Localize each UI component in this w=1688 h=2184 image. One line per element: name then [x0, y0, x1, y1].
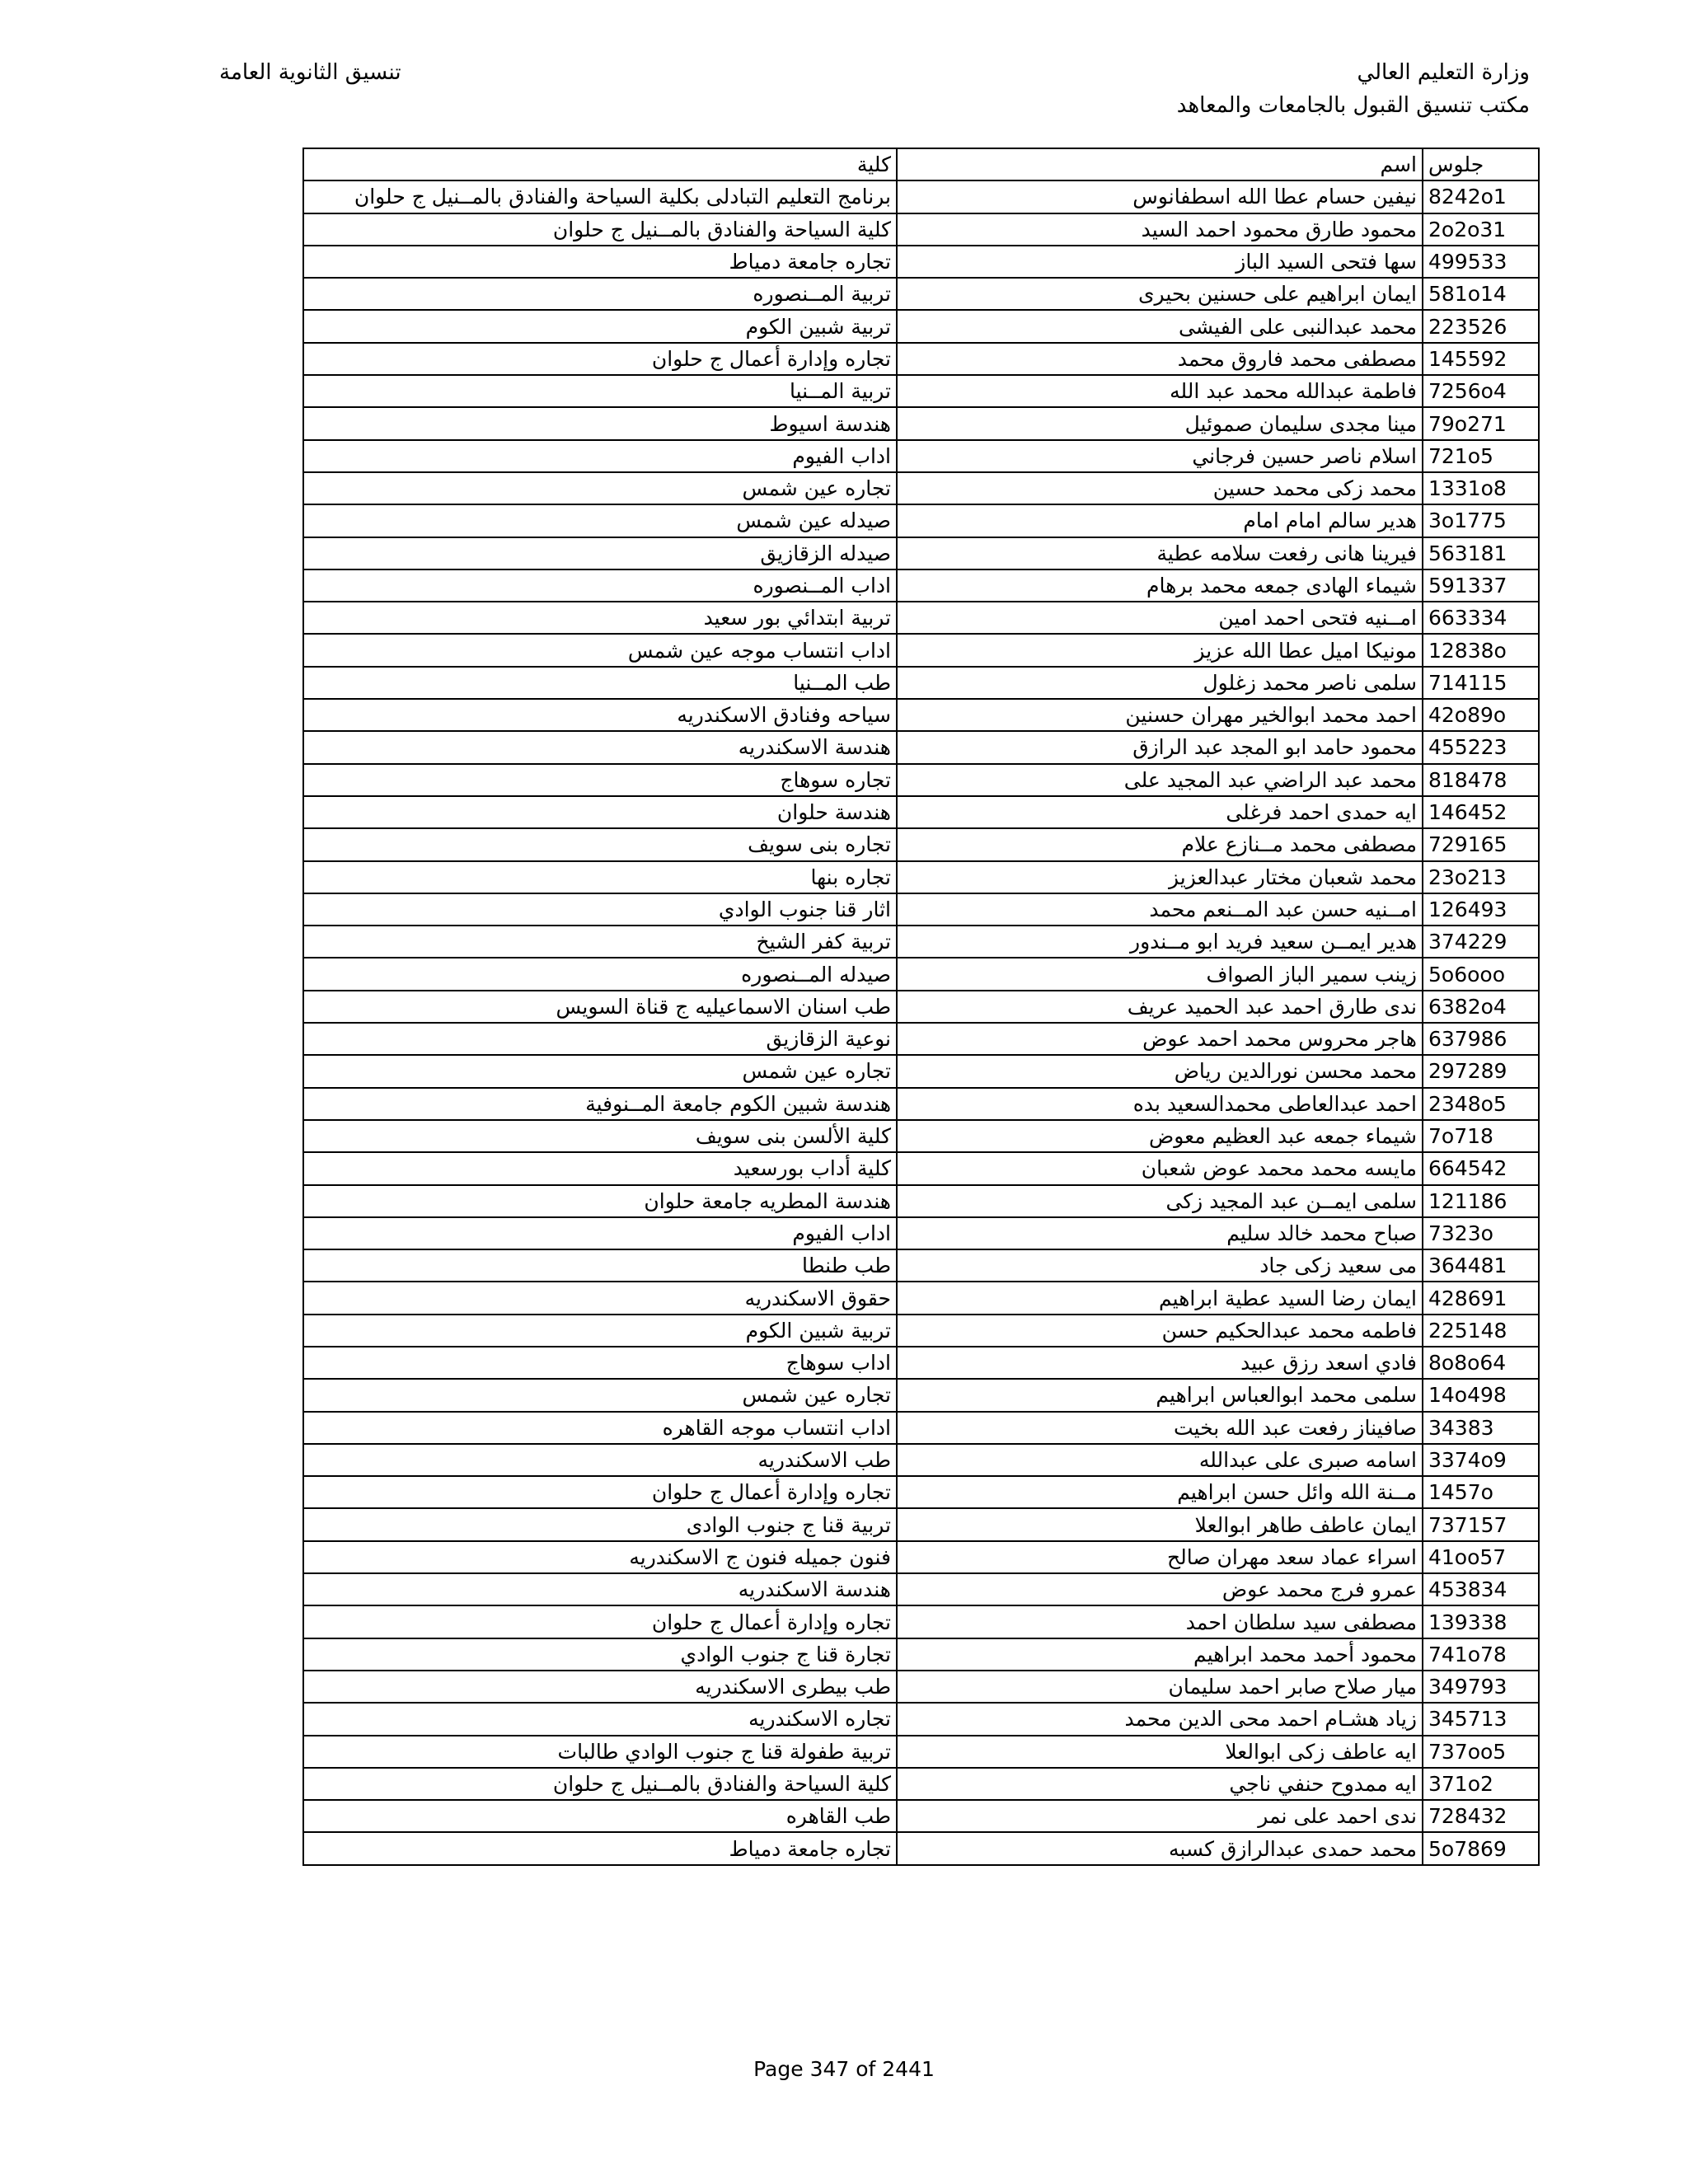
faculty-cell: تربية كفر الشيخ [303, 926, 897, 958]
name-cell: احمد عبدالعاطى محمدالسعيد بده [897, 1088, 1423, 1120]
faculty-cell: تجاره وإدارة أعمال ج حلوان [303, 1605, 897, 1638]
name-cell: مصطفى محمد فاروق محمد [897, 343, 1423, 375]
table-row [303, 504, 1539, 537]
faculty-cell: اداب انتساب موجه القاهره [303, 1412, 897, 1444]
faculty-cell: تجاره عين شمس [303, 1055, 897, 1087]
faculty-cell: تربية المــنيا [303, 375, 897, 407]
faculty-cell: فنون جميله فنون ج الاسكندريه [303, 1541, 897, 1573]
table-row [303, 634, 1539, 666]
seat-cell: 7256o4 [1423, 375, 1539, 407]
name-cell: فاطمه محمد عبدالحكيم حسن [897, 1315, 1423, 1347]
seat-cell: 297289 [1423, 1055, 1539, 1087]
seat-cell: 637986 [1423, 1023, 1539, 1055]
table-row [303, 699, 1539, 731]
name-cell: محمد عبد الراضي عبد المجيد على [897, 764, 1423, 796]
seat-cell: 6382o4 [1423, 991, 1539, 1023]
faculty-cell: سياحه وفنادق الاسكندريه [303, 699, 897, 731]
faculty-cell: كلية السياحة والفنادق بالمــنيل ج حلوان [303, 1768, 897, 1800]
name-cell: صافيناز رفعت عبد الله بخيت [897, 1412, 1423, 1444]
name-cell: صباح محمد خالد سليم [897, 1217, 1423, 1249]
name-cell: ايمان رضا السيد عطية ابراهيم [897, 1282, 1423, 1314]
seat-cell: 2o2o31 [1423, 213, 1539, 246]
name-cell: امــنيه فتحى احمد امين [897, 602, 1423, 634]
name-cell: مونيكا اميل عطا الله عزيز [897, 634, 1423, 666]
seat-cell: 42o89o [1423, 699, 1539, 731]
table-row [303, 472, 1539, 504]
name-cell: فاطمة عبدالله محمد عبد الله [897, 375, 1423, 407]
faculty-cell: اداب سوهاج [303, 1347, 897, 1379]
seat-cell: 729165 [1423, 828, 1539, 860]
name-cell: هاجر محروس محمد احمد عوض [897, 1023, 1423, 1055]
faculty-cell: تربية شبين الكوم [303, 310, 897, 342]
table-row [303, 731, 1539, 763]
seat-cell: 371o2 [1423, 1768, 1539, 1800]
seat-cell: 818478 [1423, 764, 1539, 796]
seat-cell: 225148 [1423, 1315, 1539, 1347]
name-cell: سلمى ايمــن عبد المجيد زكى [897, 1185, 1423, 1217]
table-row [303, 213, 1539, 246]
table-row [303, 1185, 1539, 1217]
faculty-cell: هندسة المطريه جامعة حلوان [303, 1185, 897, 1217]
faculty-cell: تربية المــنصوره [303, 278, 897, 310]
faculty-cell: تربية طفولة قنا ج جنوب الوادي طالبات [303, 1736, 897, 1768]
seat-cell: 12838o [1423, 634, 1539, 666]
table-row [303, 1638, 1539, 1671]
name-cell: هدير سالم امام امام [897, 504, 1423, 537]
table-row [303, 180, 1539, 213]
seat-cell: 1457o [1423, 1476, 1539, 1508]
table-row [303, 1152, 1539, 1184]
faculty-cell: اثار قنا جنوب الوادي [303, 893, 897, 926]
table-row [303, 310, 1539, 342]
name-cell: اسلام ناصر حسين فرجاني [897, 440, 1423, 472]
name-cell: زياد هشـام احمد محى الدين محمد [897, 1703, 1423, 1735]
table-row [303, 1605, 1539, 1638]
name-cell: احمد محمد ابوالخير مهران حسنين [897, 699, 1423, 731]
name-cell: شيماء جمعه عبد العظيم معوض [897, 1120, 1423, 1152]
table-row [303, 991, 1539, 1023]
seat-cell: 453834 [1423, 1573, 1539, 1605]
faculty-cell: نوعية الزقازيق [303, 1023, 897, 1055]
seat-cell: 3374o9 [1423, 1444, 1539, 1476]
faculty-cell: كلية أداب بورسعيد [303, 1152, 897, 1184]
name-cell: محمد محسن نورالدين رياض [897, 1055, 1423, 1087]
name-cell: فيرينا هانى رفعت سلامه عطية [897, 537, 1423, 569]
table-row [303, 861, 1539, 893]
seat-cell: 126493 [1423, 893, 1539, 926]
faculty-cell: طب طنطا [303, 1249, 897, 1282]
faculty-cell: تجاره عين شمس [303, 1379, 897, 1411]
faculty-cell: تجاره عين شمس [303, 472, 897, 504]
name-cell: ايه ممدوح حنفي ناجي [897, 1768, 1423, 1800]
table-row [303, 667, 1539, 699]
table-row [303, 278, 1539, 310]
table-row [303, 1282, 1539, 1314]
name-cell: اسامه صبرى على عبدالله [897, 1444, 1423, 1476]
name-cell: محمد زكى محمد حسين [897, 472, 1423, 504]
seat-cell: 349793 [1423, 1671, 1539, 1703]
name-cell: شيماء الهادى جمعه محمد برهام [897, 569, 1423, 602]
name-cell: محمود طارق محمود احمد السيد [897, 213, 1423, 246]
faculty-cell: اداب المــنصوره [303, 569, 897, 602]
faculty-cell: هندسة شبين الكوم جامعة المــنوفية [303, 1088, 897, 1120]
column-header-name: اسم [897, 148, 1423, 180]
faculty-cell: تجارة قنا ج جنوب الوادي [303, 1638, 897, 1671]
faculty-cell: تجاره جامعة دمياط [303, 1832, 897, 1864]
table-row [303, 958, 1539, 990]
table-row [303, 1671, 1539, 1703]
seat-cell: 714115 [1423, 667, 1539, 699]
faculty-cell: تجاره سوهاج [303, 764, 897, 796]
faculty-cell: اداب انتساب موجه عين شمس [303, 634, 897, 666]
seat-cell: 364481 [1423, 1249, 1539, 1282]
table-row [303, 1120, 1539, 1152]
seat-cell: 591337 [1423, 569, 1539, 602]
seat-cell: 663334 [1423, 602, 1539, 634]
name-cell: سها فتحى السيد الباز [897, 246, 1423, 278]
table-row [303, 1508, 1539, 1540]
table-row [303, 537, 1539, 569]
table-row [303, 1703, 1539, 1735]
office-title: مكتب تنسيق القبول بالجامعات والمعاهد [1176, 93, 1530, 118]
faculty-cell: تربية قنا ج جنوب الوادى [303, 1508, 897, 1540]
table-row [303, 1541, 1539, 1573]
faculty-cell: طب بيطرى الاسكندريه [303, 1671, 897, 1703]
name-cell: محمد عبدالنبى على الفيشى [897, 310, 1423, 342]
seat-cell: 146452 [1423, 796, 1539, 828]
seat-cell: 139338 [1423, 1605, 1539, 1638]
table-row [303, 1055, 1539, 1087]
faculty-cell: تجاره بنها [303, 861, 897, 893]
name-cell: ايمان عاطف طاهر ابوالعلا [897, 1508, 1423, 1540]
name-cell: عمرو فرج محمد عوض [897, 1573, 1423, 1605]
table-header-row [303, 148, 1539, 180]
name-cell: محمود حامد ابو المجد عبد الرازق [897, 731, 1423, 763]
seat-cell: 563181 [1423, 537, 1539, 569]
name-cell: ايمان ابراهيم على حسنين بحيرى [897, 278, 1423, 310]
faculty-cell: تجاره بنى سويف [303, 828, 897, 860]
faculty-cell: هندسة حلوان [303, 796, 897, 828]
ministry-title: وزارة التعليم العالي [1357, 60, 1530, 85]
table-row [303, 246, 1539, 278]
table-row [303, 407, 1539, 439]
faculty-cell: صيدله المــنصوره [303, 958, 897, 990]
name-cell: نيفين حسام عطا الله اسطفانوس [897, 180, 1423, 213]
faculty-cell: تربية ابتدائي بور سعيد [303, 602, 897, 634]
seat-cell: 14o498 [1423, 1379, 1539, 1411]
table-row [303, 1736, 1539, 1768]
name-cell: فادي اسعد رزق عبيد [897, 1347, 1423, 1379]
faculty-cell: طب الاسكندريه [303, 1444, 897, 1476]
name-cell: محمد شعبان مختار عبدالعزيز [897, 861, 1423, 893]
table-row [303, 440, 1539, 472]
seat-cell: 428691 [1423, 1282, 1539, 1314]
seat-cell: 728432 [1423, 1800, 1539, 1832]
seat-cell: 664542 [1423, 1152, 1539, 1184]
name-cell: سلمى محمد ابوالعباس ابراهيم [897, 1379, 1423, 1411]
seat-cell: 8242o1 [1423, 180, 1539, 213]
seat-cell: 2348o5 [1423, 1088, 1539, 1120]
faculty-cell: كلية السياحة والفنادق بالمــنيل ج حلوان [303, 213, 897, 246]
table-row [303, 1347, 1539, 1379]
table-row [303, 1379, 1539, 1411]
faculty-cell: تجاره جامعة دمياط [303, 246, 897, 278]
name-cell: مــنة الله وائل حسن ابراهيم [897, 1476, 1423, 1508]
seat-cell: 737157 [1423, 1508, 1539, 1540]
name-cell: زينب سمير الباز الصواف [897, 958, 1423, 990]
faculty-cell: تربية شبين الكوم [303, 1315, 897, 1347]
table-row [303, 1768, 1539, 1800]
faculty-cell: اداب الفيوم [303, 1217, 897, 1249]
name-cell: امــنيه حسن عبد المــنعم محمد [897, 893, 1423, 926]
name-cell: مايسه محمد محمد عوض شعبان [897, 1152, 1423, 1184]
faculty-cell: برنامج التعليم التبادلى بكلية السياحة والفنادق بالمــنيل ج حلوان [303, 180, 897, 213]
faculty-cell: حقوق الاسكندريه [303, 1282, 897, 1314]
table-row [303, 1249, 1539, 1282]
seat-cell: 5o7869 [1423, 1832, 1539, 1864]
faculty-cell: طب القاهره [303, 1800, 897, 1832]
seat-cell: 3o1775 [1423, 504, 1539, 537]
table-row [303, 1315, 1539, 1347]
page-number: Page 347 of 2441 [753, 2057, 935, 2081]
table-row [303, 1444, 1539, 1476]
faculty-cell: طب المــنيا [303, 667, 897, 699]
name-cell: اسراء عماد سعد مهران صالح [897, 1541, 1423, 1573]
seat-cell: 721o5 [1423, 440, 1539, 472]
name-cell: ندى طارق احمد عبد الحميد عريف [897, 991, 1423, 1023]
table-row [303, 1573, 1539, 1605]
seat-cell: 345713 [1423, 1703, 1539, 1735]
table-row [303, 828, 1539, 860]
seat-cell: 5o6ooo [1423, 958, 1539, 990]
name-cell: ميار صلاح صابر احمد سليمان [897, 1671, 1423, 1703]
column-header-seat: جلوس [1423, 148, 1539, 180]
table-row [303, 1412, 1539, 1444]
name-cell: ندى احمد على نمر [897, 1800, 1423, 1832]
table-row [303, 602, 1539, 634]
faculty-cell: تجاره وإدارة أعمال ج حلوان [303, 343, 897, 375]
seat-cell: 737oo5 [1423, 1736, 1539, 1768]
document-title: تنسيق الثانوية العامة [219, 60, 401, 85]
seat-cell: 455223 [1423, 731, 1539, 763]
seat-cell: 41oo57 [1423, 1541, 1539, 1573]
table-row [303, 1800, 1539, 1832]
seat-cell: 7323o [1423, 1217, 1539, 1249]
name-cell: ايه حمدى احمد فرغلى [897, 796, 1423, 828]
name-cell: مصطفى محمد مــنازع علام [897, 828, 1423, 860]
seat-cell: 121186 [1423, 1185, 1539, 1217]
seat-cell: 8o8o64 [1423, 1347, 1539, 1379]
faculty-cell: تجاره وإدارة أعمال ج حلوان [303, 1476, 897, 1508]
column-header-faculty: كلية [303, 148, 897, 180]
table-row [303, 764, 1539, 796]
name-cell: محمود أحمد محمد ابراهيم [897, 1638, 1423, 1671]
seat-cell: 581o14 [1423, 278, 1539, 310]
faculty-cell: هندسة اسيوط [303, 407, 897, 439]
name-cell: محمد حمدى عبدالرازق كسبه [897, 1832, 1423, 1864]
seat-cell: 223526 [1423, 310, 1539, 342]
seat-cell: 34383 [1423, 1412, 1539, 1444]
table-row [303, 893, 1539, 926]
name-cell: مينا مجدى سليمان صموئيل [897, 407, 1423, 439]
seat-cell: 741o78 [1423, 1638, 1539, 1671]
table-row [303, 926, 1539, 958]
name-cell: ايه عاطف زكى ابوالعلا [897, 1736, 1423, 1768]
name-cell: هدير ايمــن سعيد فريد ابو مــندور [897, 926, 1423, 958]
faculty-cell: صيدله الزقازيق [303, 537, 897, 569]
table-row [303, 569, 1539, 602]
faculty-cell: كلية الألسن بنى سويف [303, 1120, 897, 1152]
table-row [303, 375, 1539, 407]
table-row [303, 1023, 1539, 1055]
name-cell: مى سعيد زكى جاد [897, 1249, 1423, 1282]
seat-cell: 79o271 [1423, 407, 1539, 439]
faculty-cell: اداب الفيوم [303, 440, 897, 472]
faculty-cell: تجاره الاسكندريه [303, 1703, 897, 1735]
faculty-cell: هندسة الاسكندريه [303, 731, 897, 763]
table-row [303, 1217, 1539, 1249]
faculty-cell: هندسة الاسكندريه [303, 1573, 897, 1605]
results-table [302, 148, 1540, 1866]
faculty-cell: صيدله عين شمس [303, 504, 897, 537]
seat-cell: 23o213 [1423, 861, 1539, 893]
seat-cell: 374229 [1423, 926, 1539, 958]
seat-cell: 499533 [1423, 246, 1539, 278]
table-row [303, 1088, 1539, 1120]
table-row [303, 1476, 1539, 1508]
seat-cell: 7o718 [1423, 1120, 1539, 1152]
name-cell: سلمى ناصر محمد زغلول [897, 667, 1423, 699]
faculty-cell: طب اسنان الاسماعيليه ج قناة السويس [303, 991, 897, 1023]
table-row [303, 796, 1539, 828]
table-row [303, 343, 1539, 375]
seat-cell: 145592 [1423, 343, 1539, 375]
seat-cell: 1331o8 [1423, 472, 1539, 504]
name-cell: مصطفى سيد سلطان احمد [897, 1605, 1423, 1638]
table-row [303, 1832, 1539, 1864]
